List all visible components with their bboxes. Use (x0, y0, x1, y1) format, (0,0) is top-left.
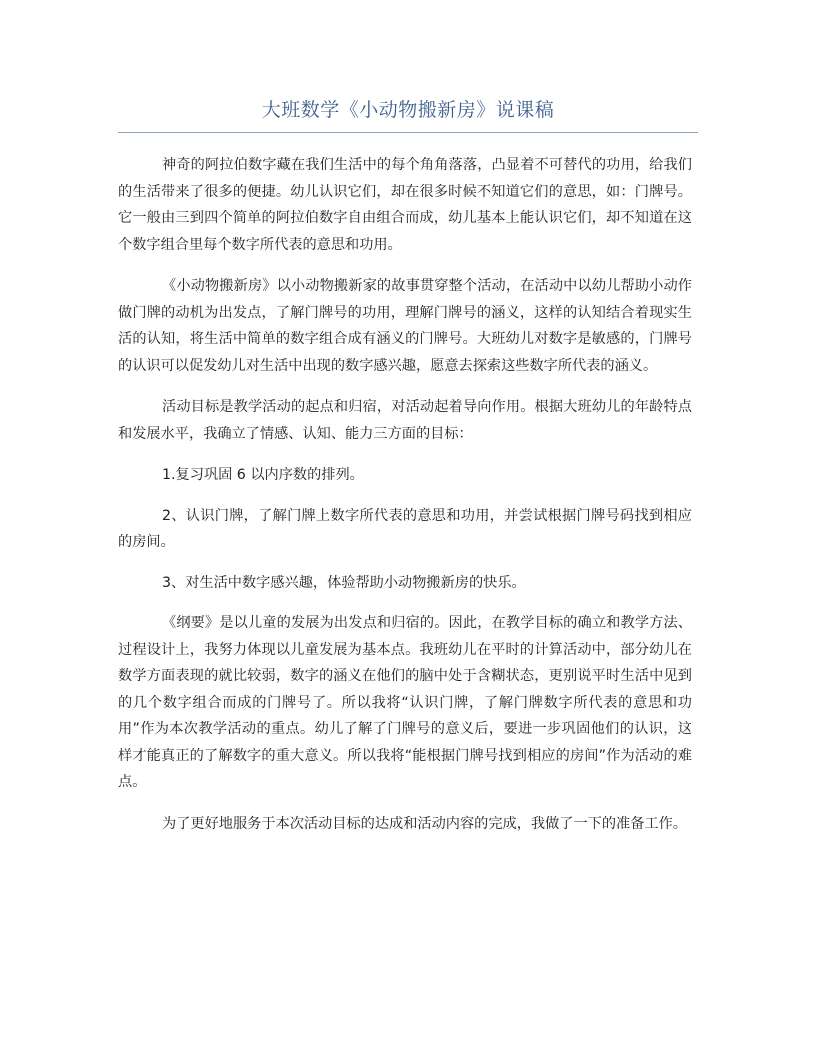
paragraph-preparation: 为了更好地服务于本次活动目标的达成和活动内容的完成，我做了一下的准备工作。 (162, 815, 687, 832)
paragraph-key-points: 《纲要》是以儿童的发展为出发点和归宿的。因此，在教学目标的确立和教学方法、过程设计上，我努力体现以儿童发展为基本点。我班幼儿在平时的计算活动中，部分幼儿在数学方面表现的就比较弱，数字的涵义在他们的脑中处于含糊状态，更别说平时生活中见到的几个数字组合而成的门牌号了。所以我将“认识门牌，了解门牌数字所代表的意思和功用”作为本次教学活动的重点。幼儿了解了门牌号的意义后，要进一步巩固他们的认识，这样才能真正的了解数字的重大意义。所以我将“能根据门牌号找到相应的房间”作为活动的难点。 (118, 615, 692, 790)
paragraph-activity-overview: 《小动物搬新房》以小动物搬新家的故事贯穿整个活动，在活动中以幼儿帮助小动作做门牌的动机为出发点，了解门牌号的功用，理解门牌号的涵义，这样的认知结合着现实生活的认知，将生活中简单的数字组合成有涵义的门牌号。大班幼儿对数字是敏感的，门牌号的认识可以促发幼儿对生活中出现的数字感兴趣，愿意去探索这些数字所代表的涵义。 (118, 278, 692, 374)
paragraph-intro: 神奇的阿拉伯数字藏在我们生活中的每个角角落落，凸显着不可替代的功用，给我们的生活带来了很多的便捷。幼儿认识它们，却在很多时候不知道它们的意思，如：门牌号。它一般由三到四个简单的阿拉伯数字自由组合而成，幼儿基本上能认识它们，却不知道在这个数字组合里每个数字所代表的意思和功用。 (118, 157, 692, 253)
document-body (118, 152, 692, 852)
goal-item-3: 3、对生活中数字感兴趣，体验帮助小动物搬新房的快乐。 (162, 574, 526, 591)
goal-item-1: 1.复习巩固 6 以内序数的排列。 (162, 467, 364, 483)
page-title: 大班数学《小动物搬新房》说课稿 (261, 99, 555, 121)
goal-item-2: 2、认识门牌，了解门牌上数字所代表的意思和功用，并尝试根据门牌号码找到相应的房间。 (118, 507, 692, 550)
paragraph-goals-intro: 活动目标是教学活动的起点和归宿，对活动起着导向作用。根据大班幼儿的年龄特点和发展水平，我确立了情感、认知、能力三方面的目标： (118, 399, 692, 442)
title-divider (118, 132, 698, 133)
